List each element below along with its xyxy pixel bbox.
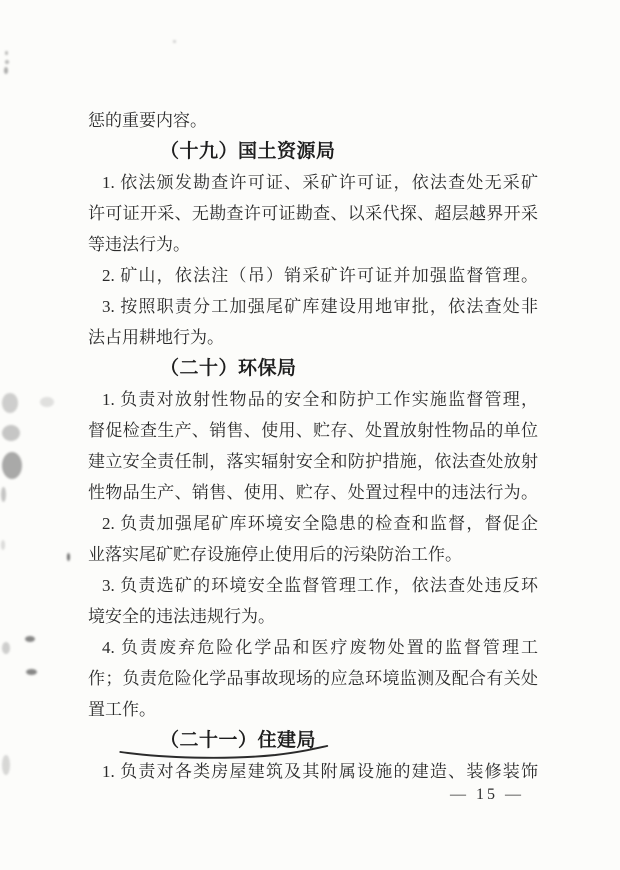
scan-smudge — [26, 669, 37, 675]
text-line: 1. 负责对各类房屋建筑及其附属设施的建造、装修装饰 — [102, 762, 538, 781]
scan-smudge — [5, 60, 9, 64]
text-line: 置工作。 — [88, 700, 156, 719]
scan-smudge — [67, 553, 70, 561]
text-line: 4. 负责废弃危险化学品和医疗废物处置的监督管理工 — [102, 638, 538, 657]
section-heading-text: （十九）国土资源局 — [160, 141, 336, 162]
scan-smudge — [2, 452, 22, 479]
text-line: 法占用耕地行为。 — [88, 328, 224, 347]
scan-smudge — [2, 393, 18, 413]
text-line: 等违法行为。 — [88, 235, 190, 254]
text-line: 业落实尾矿贮存设施停止使用后的污染防治工作。 — [88, 545, 462, 564]
section-heading-text: （二十一）住建局 — [124, 725, 316, 756]
text-line: 3. 按照职责分工加强尾矿库建设用地审批，依法查处非 — [102, 297, 538, 316]
text-line: 性物品生产、销售、使用、贮存、处置过程中的违法行为。 — [88, 483, 538, 502]
scan-smudge — [1, 540, 5, 550]
section-heading-text: （二十）环保局 — [160, 358, 297, 379]
text-line: 1. 负责对放射性物品的安全和防护工作实施监督管理， — [102, 390, 538, 409]
scan-smudge — [4, 67, 8, 74]
text-line: 督促检查生产、销售、使用、贮存、处置放射性物品的单位 — [88, 421, 538, 440]
scan-smudge — [1, 487, 6, 502]
scan-smudge — [2, 642, 10, 654]
scan-smudge — [5, 51, 8, 55]
page-number: — 15 — — [450, 786, 524, 803]
text-line: 1. 依法颁发勘查许可证、采矿许可证，依法查处无采矿 — [102, 173, 538, 192]
scan-smudge — [40, 397, 54, 407]
scan-smudge — [25, 636, 35, 642]
document-body — [88, 105, 538, 787]
section-heading — [88, 725, 538, 756]
scan-smudge — [2, 755, 10, 775]
text-line: 惩的重要内容。 — [88, 111, 207, 130]
section-heading — [88, 136, 538, 167]
text-line: 作；负责危险化学品事故现场的应急环境监测及配合有关处 — [88, 669, 538, 688]
text-line: 2. 负责加强尾矿库环境安全隐患的检查和监督，督促企 — [102, 514, 538, 533]
text-line: 2. 矿山，依法注（吊）销采矿许可证并加强监督管理。 — [102, 266, 538, 285]
text-line: 许可证开采、无勘查许可证勘查、以采代探、超层越界开采 — [88, 204, 538, 223]
section-heading — [88, 353, 538, 384]
text-line: 建立安全责任制，落实辐射安全和防护措施，依法查处放射 — [88, 452, 538, 471]
scan-smudge — [173, 40, 176, 43]
text-line: 境安全的违法违规行为。 — [88, 607, 275, 626]
scan-smudge — [2, 425, 20, 441]
text-line: 3. 负责选矿的环境安全监督管理工作，依法查处违反环 — [102, 576, 538, 595]
